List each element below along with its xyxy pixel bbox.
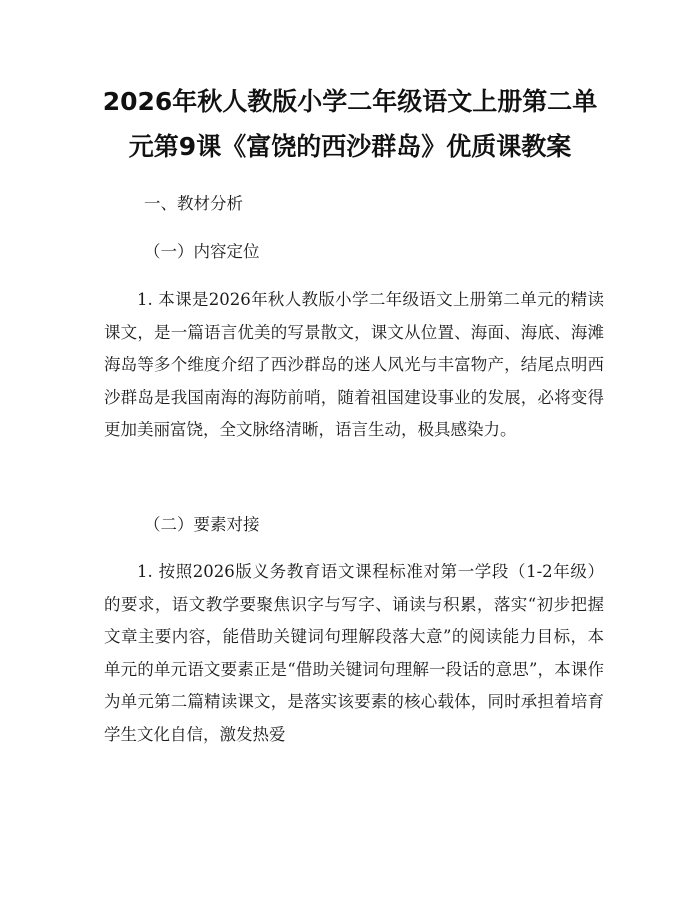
subsection-heading-element-alignment: （二）要素对接 [144,515,260,534]
paragraph-content-positioning: 1. 本课是2026年秋人教版小学二年级语文上册第二单元的精读课文，是一篇语言优美的写景散文，课文从位置、海面、海底、海滩海岛等多个维度介绍了西沙群岛的迷人风光与丰富物产，结尾点明西沙群岛是我国南海的海防前哨，随着祖国建设事业的发展，必将变得更加美丽富饶，全文脉络清晰，语言生动，极具感染力。 [104,290,604,440]
section-heading-materials-analysis: 一、教材分析 [144,194,243,213]
document-title-line-1: 2026年秋人教版小学二年级语文上册第二单 [102,87,598,116]
subsection-heading-content-positioning: （一）内容定位 [144,242,260,261]
document-title-line-2: 元第9课《富饶的西沙群岛》优质课教案 [128,132,572,161]
paragraph-element-alignment: 1. 按照2026版义务教育语文课程标准对第一学段（1-2年级）的要求，语文教学要聚焦识字与写字、诵读与积累，落实“初步把握文章主要内容，能借助关键词句理解段落大意”的阅读能力目标，本单元的单元语文要素正是“借助关键词句理解一段话的意思”，本课作为单元第二篇精读课文，是落实该要素的核心载体，同时承担着培育学生文化自信，激发热爱 [104,562,604,744]
